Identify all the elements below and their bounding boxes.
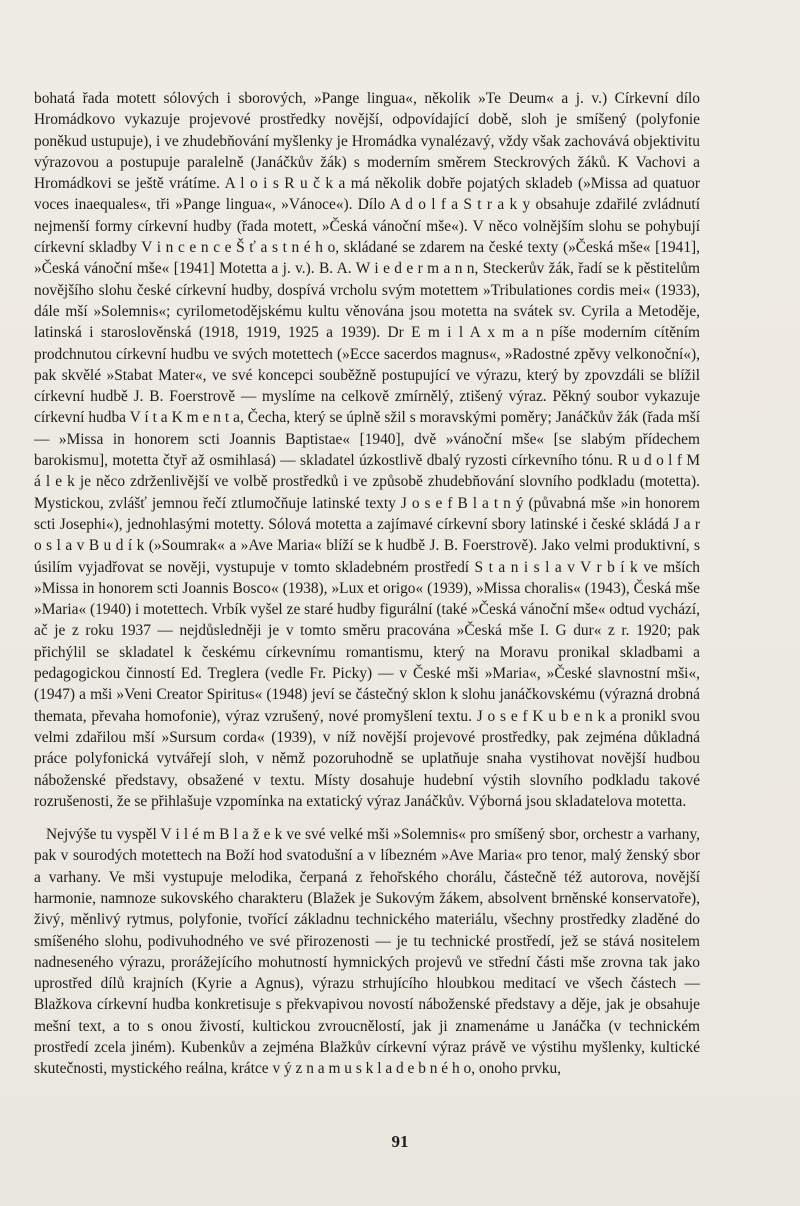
body-text: [34, 88, 700, 1080]
paragraph-2: Nejvýše tu vyspěl V i l é m B l a ž e k ve své velké mši »Solemnis« pro smíšený sbor, orchestr a varhany, pak v sourodých motettech na Boží hod svatodušní a v líbezném »Ave Maria« pro tenor, malý ženský sbor a varhany. Ve mši vystupuje melodika, čerpaná z řehořského chorálu, částečně též autorova, novější harmonie, namnoze sukovského charakteru (Blažek je Sukovým žákem, absolvent brněnské konservatoře), živý, měnlivý rytmus, polyfonie, tvořící základnu technického materiálu, všechny prostředky zladěné do smíšeného slohu, podivuhodného ve své přirozenosti — je tu technické prostředí, jež se stává nositelem nadneseného výrazu, prorážejícího mohutností hymnických projevů ve střední části mše zrovna tak jako uprostřed dílů krajních (Kyrie a Agnus), výrazu strhujícího hloubkou meditací ve všech částech — Blažkova církevní hudba konkretisuje s překvapivou novostí náboženské představy a děje, jak je obsahuje mešní text, a to s onou živostí, kultickou zvroucnělostí, jak ji znamenáme u Janáčka (v technickém prostředí zcela jiném). Kubenkův a zejména Blažkův církevní výraz právě ve výstihu myšlenky, kultické skutečnosti, mystického reálna, krátce v ý z n a m u s k l a d e b n é h o, onoho prvku,: [34, 826, 700, 1078]
page-number: 91: [391, 1132, 409, 1151]
paragraph-1: bohatá řada motett sólových i sborových, »Pange lingua«, několik »Te Deum« a j. v.) Církevní dílo Hromádkovo vykazuje projevové prostředky novější, odpovídající době, sloh je smíšený (polyfonie poněkud ustupuje), i ve zhudebňování myšlenky je Hromádka vynalézavý, vždy však zachovává objektivitu výrazovou a postupuje paralelně (Janáčkův žák) s moderním směrem Steckrových žáků. K Vachovi a Hromádkovi se ještě vrátíme. A l o i s R u č k a má několik dobře pojatých skladeb (»Missa ad quatuor voces inaequales«, tři »Pange lingua«, »Vánoce«). Dílo A d o l f a S t r a k y obsahuje zdařilé zvládnutí nejmenší formy církevní hudby (řada motett, »Česká vánoční mše«). V něco volnějším slohu se pohybují církevní skladby V i n c e n c e Š ť a s t n é h o, skládané se zdarem na české texty (»Česká mše« [1941], »Česká vánoční mše« [1941] Motetta a j. v.). B. A. W i e d e r m a n n, Steckerův žák, řadí se k pěstitelům novějšího slohu české církevní hudby, dospívá vrcholu svým motettem »Tribulationes cordis mei« (1933), dále mší »Solemnis«; cyrilometodějskému kultu věnována jsou motetta na svátek sv. Cyrila a Metoděje, latinská i staroslověnská (1918, 1919, 1925 a 1939). Dr E m i l A x m a n píše moderním cítěním prodchnutou církevní hudbu ve svých motettech (»Ecce sacerdos magnus«, »Radostné zpěvy velkonoční«), pak skvělé »Stabat Mater«, ve své koncepci souběžně postupující ve výrazu, který by zpovzdáli se blížil církevní hudbě J. B. Foerstrově — myslíme na celkově zmírnělý, ztišený výraz. Pěkný soubor vykazuje církevní hudba V í t a K m e n t a, Čecha, který se úplně sžil s moravskými poměry; Janáčkův žák (řada mší — »Missa in honorem scti Joannis Baptistae« [1940], dvě »vánoční mše« [se slabým přídechem barokismu], motetta čtyř až osmihlasá) — skladatel úzkostlivě dbalý ryzosti církevního tónu. R u d o l f M á l e k je něco zdrženlivější ve volbě prostředků i ve způsobě zhudebňování slovního podkladu (motetta). Mystickou, zvlášť jemnou řečí ztlumočňuje latinské texty J o s e f B l a t n ý (půvabná mše »in honorem scti Josephi«), jednohlasými motetty. Sólová motetta a zajímavé církevní sbory latinské i české skládá J a r o s l a v B u d í k (»Soumrak« a »Ave Maria« blíží se k hudbě J. B. Foerstrově). Jako velmi produktivní, s úsilím vyjadřovat se nověji, vystupuje v tomto skladebném prostředí S t a n i s l a v V r b í k ve mších »Missa in honorem scti Joannis Bosco« (1938), »Lux et origo« (1939), »Missa choralis« (1943), Česká mše »Maria« (1940) i motettech. Vrbík vyšel ze staré hudby figurální (také »Česká vánoční mše« odtud vychází, ač je z roku 1937 — nejdůsledněji je v tomto směru pracována »Česká mše I. G dur« z r. 1920; pak přichýlil se skladatel k českému církevnímu romantismu, který na Moravu pronikal skladbami a pedagogickou činností Ed. Treglera (vedle Fr. Picky) — v České mši »Maria«, »České slavnostní mši«, (1947) a mši »Veni Creator Spiritus« (1948) jeví se částečný sklon k slohu janáčkovskému (výrazná drobná themata, převaha homofonie), výraz vzrušený, nové promyšlení textu. J o s e f K u b e n k a pronikl svou velmi zdařilou mší »Sursum corda« (1939), v níž novější projevové prostředky, pak zejména důkladná práce polyfonická vytvářejí sloh, v němž pozoruhodně se uplatňuje snaha vystihovat novější hudbou náboženské představy, obsažené v textu. Místy dosahuje hudební výstih slovního podkladu takové rozrušenosti, že se přihlašuje vzpomínka na extatický výraz Janáčkův. Výborná jsou skladatelova motetta.: [34, 90, 700, 810]
